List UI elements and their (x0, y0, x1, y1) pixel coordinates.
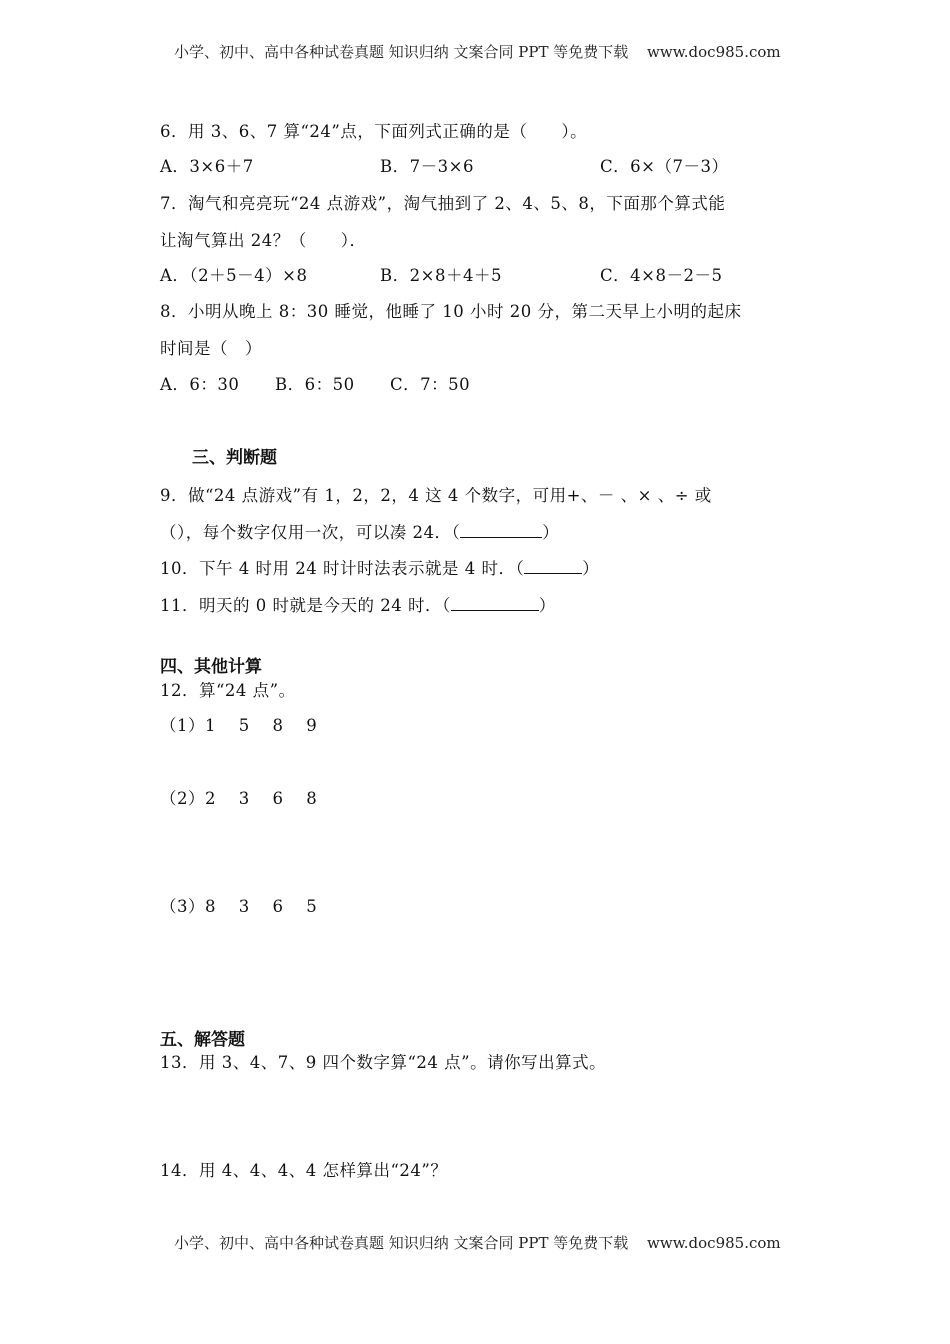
section-title-judgment: 三、判断题 (192, 448, 277, 468)
q8-option-b: B．6：50 (275, 375, 355, 394)
section-title-other-calc: 四、其他计算 (160, 657, 262, 677)
q7-option-c: C．4×8－2－5 (600, 266, 723, 285)
q6-option-c: C．6×（7－3） (600, 157, 729, 176)
header-text: 小学、初中、高中各种试卷真题 知识归纳 文案合同 PPT 等免费下载 (174, 43, 629, 61)
q10-stem (160, 555, 599, 579)
footer-url: www.doc985.com (647, 1234, 781, 1252)
q7-stem-line1: 7．淘气和亮亮玩“24 点游戏”，淘气抽到了 2、4、5、8，下面那个算式能 (160, 194, 726, 213)
q8-option-c: C．7：50 (390, 375, 471, 394)
q12-part-1: （1）1 5 8 9 (160, 716, 318, 735)
footer-text: 小学、初中、高中各种试卷真题 知识归纳 文案合同 PPT 等免费下载 (174, 1234, 629, 1252)
q9-stem-line1: 9．做“24 点游戏”有 1，2，2，4 这 4 个数字，可用+、－ 、× 、÷ 或 (160, 486, 712, 505)
q10-close-paren: ） (582, 559, 600, 578)
page-footer (174, 1232, 781, 1253)
q7-option-a: A．（2＋5－4）×8 (160, 266, 308, 285)
q12-stem: 12．算“24 点”。 (160, 681, 296, 700)
q11-stem (160, 592, 556, 616)
q9-answer-blank[interactable] (460, 523, 542, 538)
q10-answer-blank[interactable] (524, 559, 582, 574)
q13-stem: 13．用 3、4、7、9 四个数字算“24 点”。请你写出算式。 (160, 1053, 607, 1072)
q8-stem-line2: 时间是（ ） (160, 339, 262, 358)
q10-text: 10．下午 4 时用 24 时计时法表示就是 4 时．（ (160, 559, 525, 578)
q9-text: （），每个数字仅用一次，可以凑 24．（ (160, 523, 461, 542)
q11-answer-blank[interactable] (451, 596, 539, 611)
q14-stem: 14．用 4、4、4、4 怎样算出“24”？ (160, 1161, 448, 1180)
q6-stem: 6．用 3、6、7 算“24”点，下面列式正确的是（ ）。 (160, 122, 588, 141)
page-header (174, 41, 781, 62)
header-url: www.doc985.com (647, 43, 781, 61)
q12-part-2: （2）2 3 6 8 (160, 789, 318, 808)
q11-close-paren: ） (538, 596, 556, 615)
q7-stem-line2: 让淘气算出 24？（ ）． (160, 231, 367, 250)
q6-option-a: A．3×6＋7 (160, 157, 254, 176)
q9-stem-line2 (160, 519, 559, 543)
q12-part-3: （3）8 3 6 5 (160, 897, 318, 916)
q7-option-b: B．2×8＋4＋5 (380, 266, 502, 285)
q8-option-a: A．6：30 (160, 375, 240, 394)
q6-option-b: B．7－3×6 (380, 157, 474, 176)
q11-text: 11．明天的 0 时就是今天的 24 时．（ (160, 596, 451, 615)
section-title-answer: 五、解答题 (160, 1030, 245, 1050)
q9-close-paren: ） (542, 523, 560, 542)
q8-stem-line1: 8．小明从晚上 8：30 睡觉，他睡了 10 小时 20 分，第二天早上小明的起床 (160, 302, 742, 321)
